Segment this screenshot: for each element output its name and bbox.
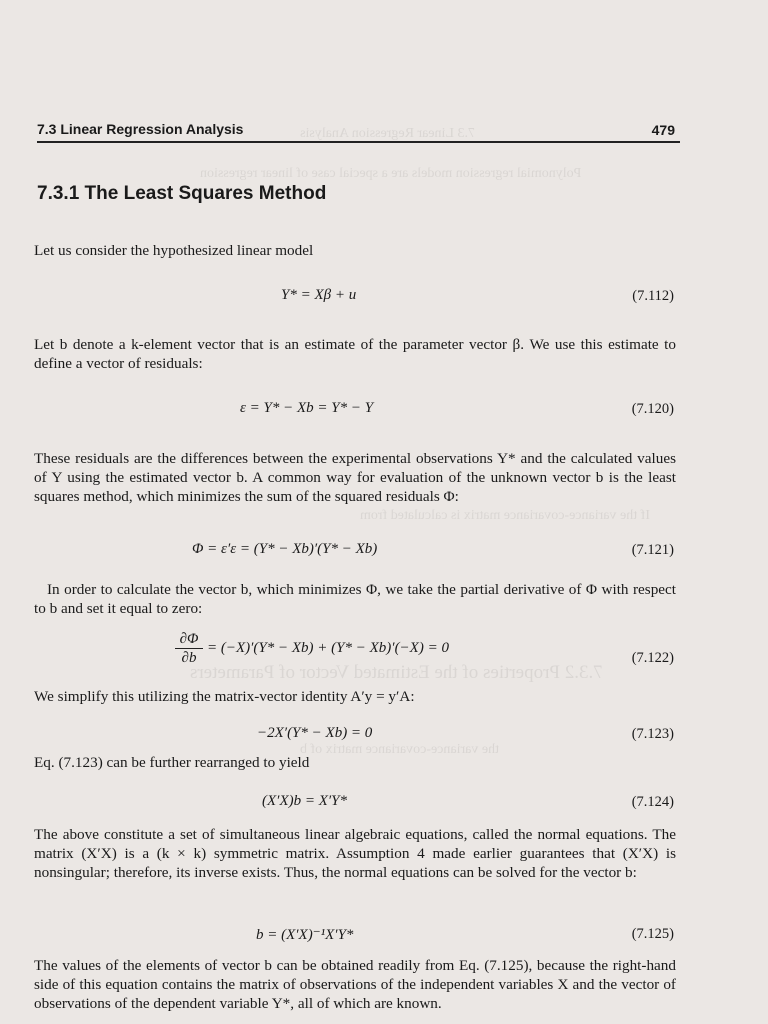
equation-expression: −2X′(Y* − Xb) = 0 bbox=[257, 725, 373, 741]
equation-number: (7.124) bbox=[631, 794, 674, 810]
equation-expression: ε = Y* − Xb = Y* − Y bbox=[240, 400, 374, 416]
bleed-through-text: If the variance-covariance matrix is calculated from bbox=[360, 508, 650, 523]
derivative-denominator: ∂b bbox=[181, 650, 197, 666]
derivative-numerator: ∂Φ bbox=[175, 630, 203, 649]
paragraph-8: The values of the elements of vector b can be obtained readily from Eq. (7.125), because the right-hand side of this equation contains the matrix of observations of the independent variables X and the vector of observations of the dependent variable Y*, all of which are known. bbox=[34, 957, 676, 1012]
running-header bbox=[37, 121, 675, 137]
equation-number: (7.121) bbox=[631, 542, 674, 558]
equation-expression: (X′X)b = X′Y* bbox=[262, 793, 348, 809]
equation-number: (7.120) bbox=[631, 401, 674, 417]
equation-7-120 bbox=[34, 400, 676, 422]
paragraph-5: We simplify this utilizing the matrix-vector identity A′y = y′A: bbox=[34, 688, 415, 705]
paragraph-7: The above constitute a set of simultaneous linear algebraic equations, called the normal equations. The matrix (X′X) is a (k × k) symmetric matrix. Assumption 4 made earlier guarantees that (X′X) is nonsingular; therefore, its inverse exists. Thus, the normal equations can be solved for the vector b: bbox=[34, 826, 676, 881]
page-number: 479 bbox=[651, 122, 675, 138]
partial-derivative-fraction bbox=[175, 630, 203, 667]
equation-number: (7.123) bbox=[631, 726, 674, 742]
bleed-through-text: 7.3.2 Properties of the Estimated Vector of Parameters bbox=[190, 662, 603, 683]
paragraph-3: These residuals are the differences between the experimental observations Y* and the calculated values of Y using the estimated vector b. A common way for evaluation of the unknown vector b is the least squares method, which minimizes the sum of the squared residuals Φ: bbox=[34, 450, 676, 505]
section-title: 7.3.1 The Least Squares Method bbox=[37, 183, 327, 204]
equation-number: (7.112) bbox=[632, 288, 674, 304]
equation-7-112 bbox=[34, 287, 676, 309]
paragraph-1: Let us consider the hypothesized linear model bbox=[34, 242, 314, 259]
bleed-through-text: the variance-covariance matrix of b bbox=[300, 742, 500, 757]
equation-expression: Φ = ε′ε = (Y* − Xb)′(Y* − Xb) bbox=[192, 541, 378, 557]
equation-7-121 bbox=[34, 541, 676, 563]
equation-7-125 bbox=[34, 925, 676, 947]
paragraph-6: Eq. (7.123) can be further rearranged to yield bbox=[34, 754, 310, 771]
header-rule bbox=[37, 141, 680, 143]
equation-7-122 bbox=[34, 630, 676, 672]
paragraph-2: Let b denote a k-element vector that is an estimate of the parameter vector β. We use this estimate to define a vector of residuals: bbox=[34, 336, 676, 372]
bleed-through-text: Polynomial regression models are a special case of linear regression bbox=[200, 166, 582, 181]
equation-7-124 bbox=[34, 793, 676, 815]
bleed-through-text: 7.3 Linear Regression Analysis bbox=[300, 126, 475, 141]
equation-expression: b = (X′X)⁻¹X′Y* bbox=[256, 927, 354, 943]
running-header-section: 7.3 Linear Regression Analysis bbox=[37, 121, 244, 137]
paragraph-4: In order to calculate the vector b, which minimizes Φ, we take the partial derivative of Φ with respect to b and set it equal to zero: bbox=[34, 581, 676, 617]
equation-7-123 bbox=[34, 725, 676, 747]
equation-number: (7.122) bbox=[631, 650, 674, 666]
equation-expression: = (−X)′(Y* − Xb) + (Y* − Xb)′(−X) = 0 bbox=[207, 640, 449, 656]
equation-number: (7.125) bbox=[631, 926, 674, 942]
equation-expression: Y* = Xβ + u bbox=[281, 287, 357, 303]
